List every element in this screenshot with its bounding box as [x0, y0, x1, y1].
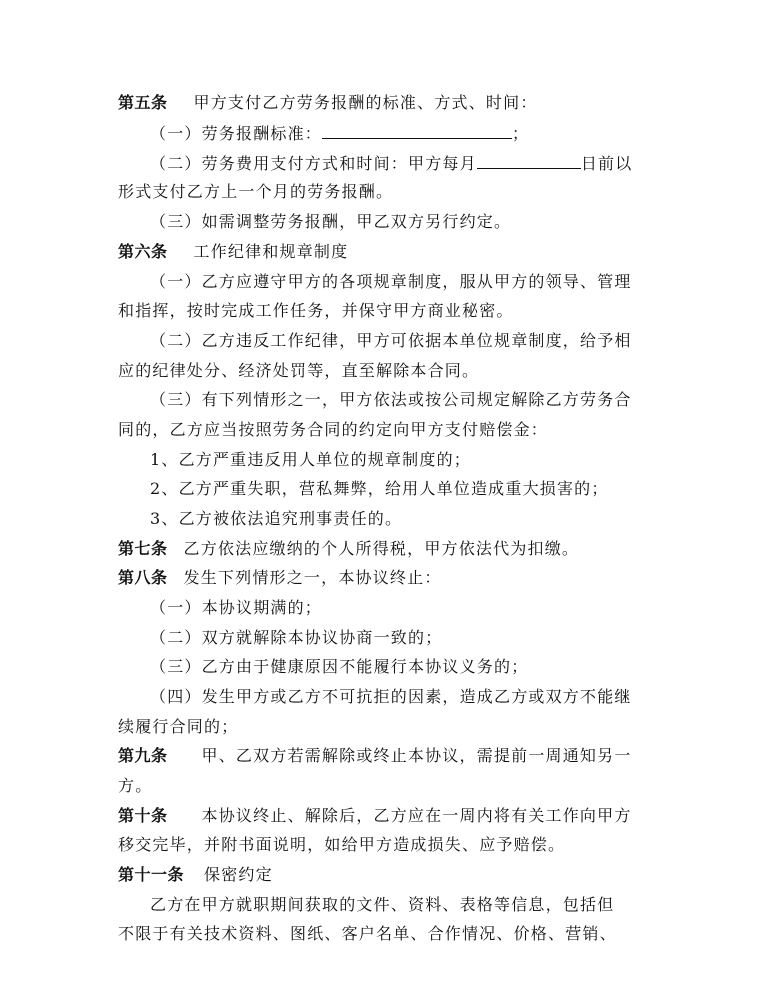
article11-heading: 保密约定 [204, 865, 273, 884]
article10-title: 第十条 [118, 806, 168, 825]
article5-item2-suffix: 日前以 [580, 154, 633, 173]
article8-heading: 发生下列情形之一，本协议终止： [183, 568, 442, 587]
article9-title: 第九条 [118, 746, 168, 765]
article6-heading: 工作纪律和规章制度 [193, 242, 349, 261]
article5-item2-cont: 形式支付乙方上一个月的劳务报酬。 [118, 182, 394, 201]
article8-title: 第八条 [118, 568, 168, 587]
article8-line [118, 567, 442, 589]
article6-title: 第六条 [118, 242, 168, 261]
article5-item1-suffix: ； [512, 124, 530, 143]
article5-line [118, 92, 538, 114]
article8-item4-l2: 续履行合同的； [118, 717, 239, 736]
article11-text-l2: 不限于有关技术资料、图纸、客户名单、合作情况、价格、营销、 [118, 924, 617, 943]
article6-item1-l1: （一）乙方应遵守甲方的各项规章制度，服从甲方的领导、管理 [150, 272, 632, 291]
article5-item1-label: （一）劳务报酬标准： [150, 124, 323, 143]
article5-heading: 甲方支付乙方劳务报酬的标准、方式、时间： [193, 93, 538, 112]
article6-item1-l2: 和指挥，按时完成工作任务，并保守甲方商业秘密。 [118, 301, 514, 320]
article9-text-l1: 甲、乙双方若需解除或终止本协议，需提前一周通知另一 [201, 746, 632, 765]
article6-sub1: 1、乙方严重违反用人单位的规章制度的； [150, 450, 471, 469]
article9-text-l2: 方。 [118, 776, 153, 795]
article9-line [118, 745, 632, 767]
article6-item2-l2: 应的纪律处分、经济处罚等，直至解除本合同。 [118, 361, 480, 380]
article8-item1: （一）本协议期满的； [150, 598, 323, 617]
article5-item2 [150, 152, 632, 175]
remuneration-standard-blank [322, 122, 512, 139]
article6-sub3: 3、乙方被依法追究刑事责任的。 [150, 509, 403, 528]
article8-item3: （三）乙方由于健康原因不能履行本协议义务的； [150, 657, 529, 676]
article5-title: 第五条 [118, 93, 168, 112]
article5-item1 [150, 122, 529, 145]
article6-item3-l2: 同的，乙方应当按照劳务合同的约定向甲方支付赔偿金： [118, 420, 549, 439]
article5-item3: （三）如需调整劳务报酬，甲乙双方另行约定。 [150, 212, 512, 231]
article6-item2-l1: （二）乙方违反工作纪律，甲方可依据本单位规章制度，给予相 [150, 331, 632, 350]
article6-line [118, 241, 348, 263]
article6-item3-l1: （三）有下列情形之一，甲方依法或按公司规定解除乙方劳务合 [150, 390, 632, 409]
article11-line [118, 864, 273, 886]
article10-text-l2: 移交完毕，并附书面说明，如给甲方造成损失、应予赔偿。 [118, 835, 566, 854]
article6-sub2: 2、乙方严重失职，营私舞弊，给用人单位造成重大损害的； [150, 479, 609, 498]
article7-line [118, 538, 579, 560]
article8-item2: （二）双方就解除本协议协商一致的； [150, 628, 443, 647]
article11-title: 第十一条 [118, 865, 185, 884]
article10-line [118, 805, 632, 827]
article10-text-l1: 本协议终止、解除后，乙方应在一周内将有关工作向甲方 [201, 806, 632, 825]
article7-text: 乙方依法应缴纳的个人所得税，甲方依法代为扣缴。 [183, 539, 580, 558]
article8-item4-l1: （四）发生甲方或乙方不可抗拒的因素，造成乙方或双方不能继 [150, 687, 632, 706]
article7-title: 第七条 [118, 539, 168, 558]
article11-text-l1: 乙方在甲方就职期间获取的文件、资料、表格等信息，包括但 [150, 895, 615, 914]
article5-item2-label: （二）劳务费用支付方式和时间：甲方每月 [150, 154, 477, 173]
payment-day-blank [477, 152, 581, 169]
